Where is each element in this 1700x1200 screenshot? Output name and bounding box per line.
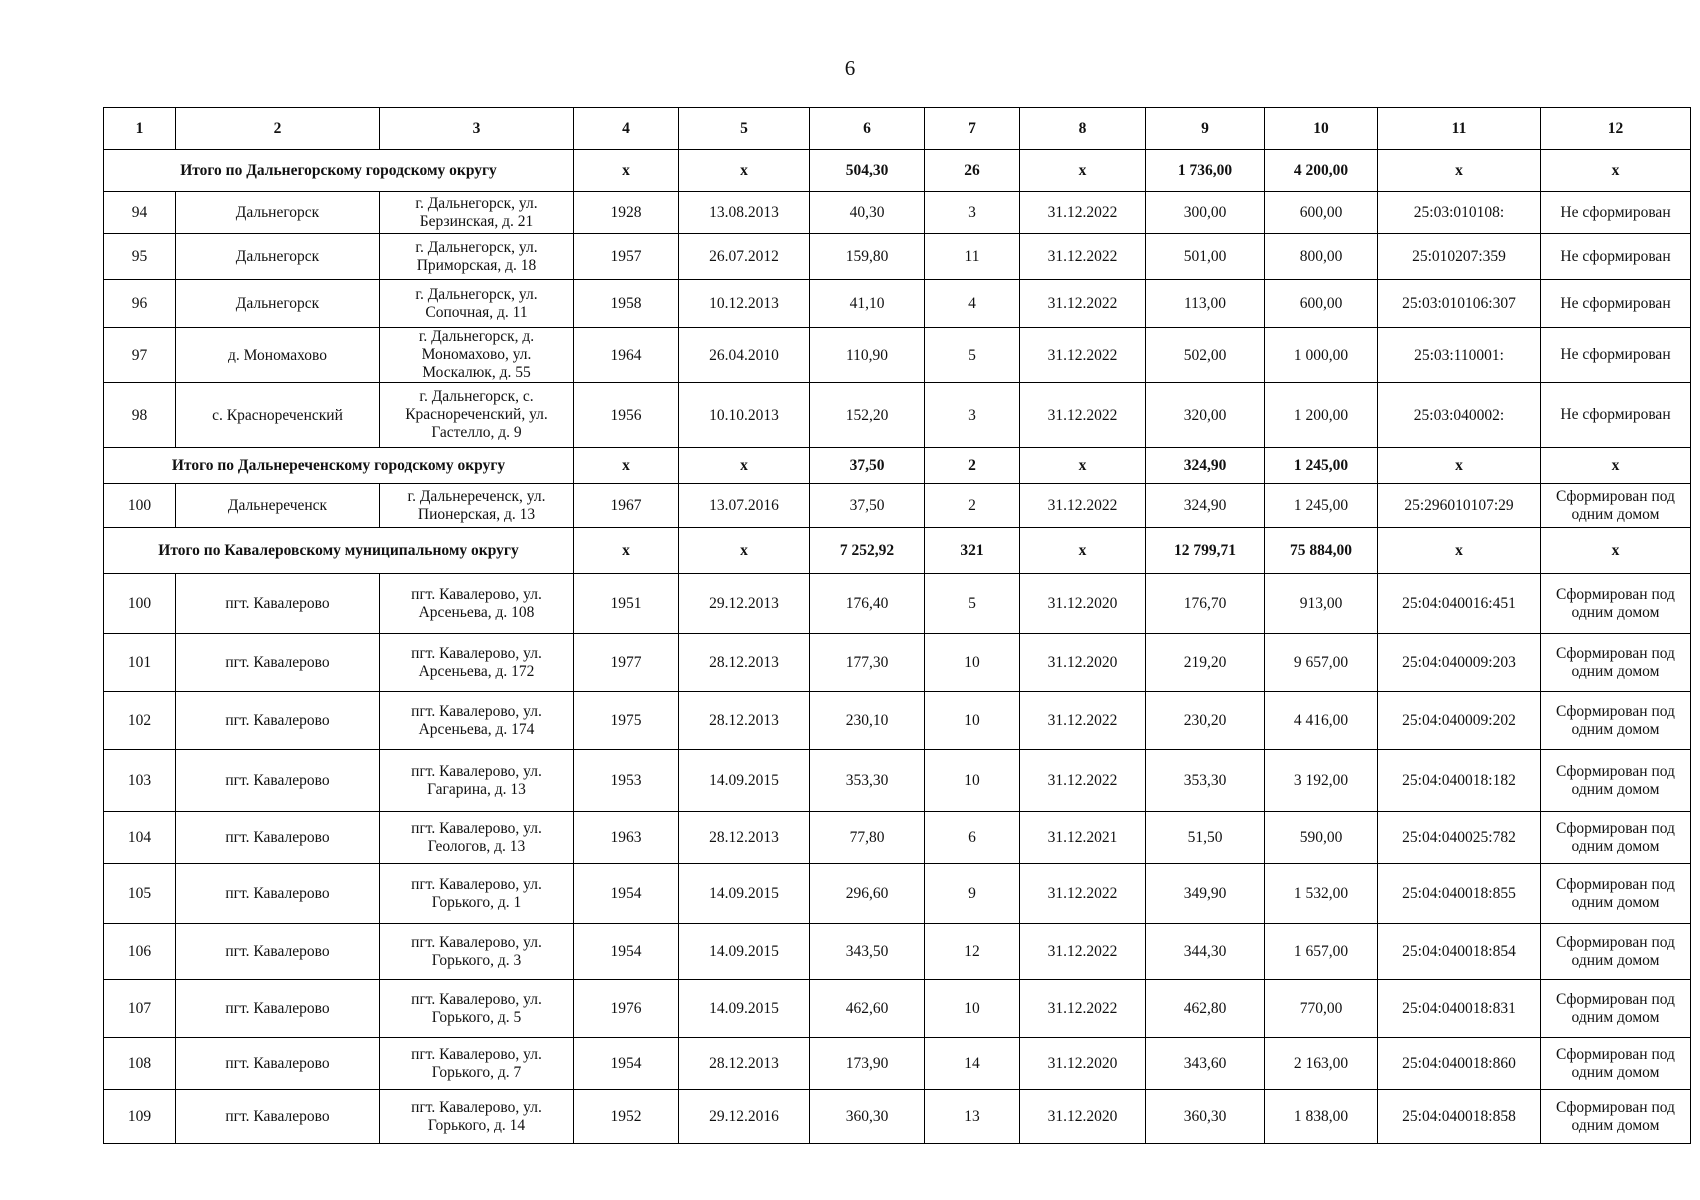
- row-number: 103: [104, 750, 176, 812]
- column-number: 11: [1378, 108, 1541, 150]
- value-col-9: 353,30: [1146, 750, 1265, 812]
- settlement-name: Дальнегорск: [176, 280, 380, 328]
- subtotal-row: [104, 150, 1691, 192]
- value-col-10: 913,00: [1265, 574, 1378, 634]
- building-address: пгт. Кавалерово, ул. Арсеньева, д. 174: [380, 692, 574, 750]
- recognition-date: 28.12.2013: [679, 1038, 810, 1090]
- residents-count: 9: [925, 864, 1020, 924]
- cadastral-number: 25:04:040018:860: [1378, 1038, 1541, 1090]
- subtotal-value: x: [1020, 448, 1146, 484]
- value-col-9: 320,00: [1146, 383, 1265, 448]
- column-number: 12: [1541, 108, 1691, 150]
- recognition-date: 14.09.2015: [679, 924, 810, 980]
- value-col-9: 176,70: [1146, 574, 1265, 634]
- settlement-name: пгт. Кавалерово: [176, 812, 380, 864]
- planned-date: 31.12.2022: [1020, 328, 1146, 383]
- building-address: пгт. Кавалерово, ул. Горького, д. 1: [380, 864, 574, 924]
- residents-count: 5: [925, 574, 1020, 634]
- land-plot-status: Сформирован под одним домом: [1541, 1038, 1691, 1090]
- value-col-9: 300,00: [1146, 192, 1265, 234]
- row-number: 100: [104, 484, 176, 528]
- column-number: 1: [104, 108, 176, 150]
- construction-year: 1956: [574, 383, 679, 448]
- construction-year: 1967: [574, 484, 679, 528]
- column-number: 7: [925, 108, 1020, 150]
- column-number: 3: [380, 108, 574, 150]
- value-col-9: 219,20: [1146, 634, 1265, 692]
- row-number: 94: [104, 192, 176, 234]
- row-number: 95: [104, 234, 176, 280]
- column-number: 8: [1020, 108, 1146, 150]
- value-col-10: 1 245,00: [1265, 484, 1378, 528]
- subtotal-value: x: [574, 448, 679, 484]
- housing-table: [103, 107, 1691, 1144]
- cadastral-number: 25:04:040018:855: [1378, 864, 1541, 924]
- recognition-date: 29.12.2016: [679, 1090, 810, 1144]
- settlement-name: д. Мономахово: [176, 328, 380, 383]
- planned-date: 31.12.2020: [1020, 574, 1146, 634]
- construction-year: 1957: [574, 234, 679, 280]
- recognition-date: 14.09.2015: [679, 980, 810, 1038]
- planned-date: 31.12.2022: [1020, 280, 1146, 328]
- value-col-9: 113,00: [1146, 280, 1265, 328]
- recognition-date: 13.07.2016: [679, 484, 810, 528]
- table-row: [104, 1038, 1691, 1090]
- building-address: г. Дальнегорск, ул. Приморская, д. 18: [380, 234, 574, 280]
- building-address: г. Дальнегорск, с. Краснореченский, ул. Гастелло, д. 9: [380, 383, 574, 448]
- residents-count: 3: [925, 383, 1020, 448]
- building-area: 41,10: [810, 280, 925, 328]
- page-number: 6: [844, 56, 856, 80]
- building-address: пгт. Кавалерово, ул. Горького, д. 14: [380, 1090, 574, 1144]
- land-plot-status: Сформирован под одним домом: [1541, 750, 1691, 812]
- subtotal-value: x: [1020, 150, 1146, 192]
- cadastral-number: 25:04:040018:854: [1378, 924, 1541, 980]
- subtotal-value: x: [574, 150, 679, 192]
- column-number: 6: [810, 108, 925, 150]
- value-col-9: 324,90: [1146, 484, 1265, 528]
- subtotal-value: x: [1020, 528, 1146, 574]
- construction-year: 1951: [574, 574, 679, 634]
- cadastral-number: 25:04:040009:203: [1378, 634, 1541, 692]
- table-row: [104, 484, 1691, 528]
- subtotal-value: 37,50: [810, 448, 925, 484]
- building-area: 37,50: [810, 484, 925, 528]
- row-number: 106: [104, 924, 176, 980]
- construction-year: 1975: [574, 692, 679, 750]
- column-number: 10: [1265, 108, 1378, 150]
- value-col-9: 360,30: [1146, 1090, 1265, 1144]
- settlement-name: пгт. Кавалерово: [176, 692, 380, 750]
- construction-year: 1928: [574, 192, 679, 234]
- land-plot-status: Сформирован под одним домом: [1541, 692, 1691, 750]
- subtotal-value: x: [1378, 150, 1541, 192]
- value-col-9: 501,00: [1146, 234, 1265, 280]
- residents-count: 10: [925, 750, 1020, 812]
- settlement-name: пгт. Кавалерово: [176, 980, 380, 1038]
- cadastral-number: 25:296010107:29: [1378, 484, 1541, 528]
- building-address: г. Дальнегорск, д. Мономахово, ул. Москалюк, д. 55: [380, 328, 574, 383]
- building-address: г. Дальнереченск, ул. Пионерская, д. 13: [380, 484, 574, 528]
- value-col-10: 770,00: [1265, 980, 1378, 1038]
- construction-year: 1976: [574, 980, 679, 1038]
- subtotal-value: 324,90: [1146, 448, 1265, 484]
- row-number: 97: [104, 328, 176, 383]
- value-col-9: 349,90: [1146, 864, 1265, 924]
- construction-year: 1952: [574, 1090, 679, 1144]
- building-area: 230,10: [810, 692, 925, 750]
- building-address: пгт. Кавалерово, ул. Арсеньева, д. 172: [380, 634, 574, 692]
- building-area: 110,90: [810, 328, 925, 383]
- value-col-9: 230,20: [1146, 692, 1265, 750]
- building-area: 40,30: [810, 192, 925, 234]
- row-number: 109: [104, 1090, 176, 1144]
- settlement-name: Дальнереченск: [176, 484, 380, 528]
- planned-date: 31.12.2022: [1020, 692, 1146, 750]
- value-col-10: 9 657,00: [1265, 634, 1378, 692]
- planned-date: 31.12.2022: [1020, 192, 1146, 234]
- subtotal-row: [104, 528, 1691, 574]
- land-plot-status: Не сформирован: [1541, 192, 1691, 234]
- value-col-10: 1 657,00: [1265, 924, 1378, 980]
- recognition-date: 29.12.2013: [679, 574, 810, 634]
- table-row: [104, 383, 1691, 448]
- building-area: 296,60: [810, 864, 925, 924]
- residents-count: 12: [925, 924, 1020, 980]
- land-plot-status: Не сформирован: [1541, 383, 1691, 448]
- planned-date: 31.12.2020: [1020, 634, 1146, 692]
- row-number: 98: [104, 383, 176, 448]
- subtotal-value: x: [1541, 150, 1691, 192]
- building-area: 353,30: [810, 750, 925, 812]
- value-col-10: 590,00: [1265, 812, 1378, 864]
- subtotal-value: x: [679, 150, 810, 192]
- construction-year: 1954: [574, 864, 679, 924]
- table-row: [104, 980, 1691, 1038]
- residents-count: 10: [925, 692, 1020, 750]
- recognition-date: 28.12.2013: [679, 692, 810, 750]
- residents-count: 5: [925, 328, 1020, 383]
- land-plot-status: Не сформирован: [1541, 280, 1691, 328]
- subtotal-value: 504,30: [810, 150, 925, 192]
- land-plot-status: Сформирован под одним домом: [1541, 574, 1691, 634]
- row-number: 107: [104, 980, 176, 1038]
- subtotal-value: 26: [925, 150, 1020, 192]
- subtotal-label: Итого по Дальнереченскому городскому округу: [104, 448, 574, 484]
- settlement-name: Дальнегорск: [176, 234, 380, 280]
- table-row: [104, 692, 1691, 750]
- settlement-name: пгт. Кавалерово: [176, 574, 380, 634]
- building-area: 177,30: [810, 634, 925, 692]
- planned-date: 31.12.2022: [1020, 980, 1146, 1038]
- cadastral-number: 25:04:040018:831: [1378, 980, 1541, 1038]
- column-number: 2: [176, 108, 380, 150]
- cadastral-number: 25:04:040018:182: [1378, 750, 1541, 812]
- construction-year: 1963: [574, 812, 679, 864]
- planned-date: 31.12.2021: [1020, 812, 1146, 864]
- table-row: [104, 574, 1691, 634]
- table-row: [104, 234, 1691, 280]
- cadastral-number: 25:04:040009:202: [1378, 692, 1541, 750]
- row-number: 102: [104, 692, 176, 750]
- table-row: [104, 280, 1691, 328]
- settlement-name: пгт. Кавалерово: [176, 1090, 380, 1144]
- land-plot-status: Сформирован под одним домом: [1541, 484, 1691, 528]
- value-col-9: 343,60: [1146, 1038, 1265, 1090]
- planned-date: 31.12.2022: [1020, 864, 1146, 924]
- subtotal-value: x: [1541, 528, 1691, 574]
- planned-date: 31.12.2022: [1020, 234, 1146, 280]
- settlement-name: пгт. Кавалерово: [176, 634, 380, 692]
- subtotal-label: Итого по Дальнегорскому городскому округу: [104, 150, 574, 192]
- table-row: [104, 924, 1691, 980]
- value-col-10: 4 416,00: [1265, 692, 1378, 750]
- planned-date: 31.12.2022: [1020, 383, 1146, 448]
- construction-year: 1954: [574, 924, 679, 980]
- construction-year: 1958: [574, 280, 679, 328]
- building-address: пгт. Кавалерово, ул. Гагарина, д. 13: [380, 750, 574, 812]
- cadastral-number: 25:04:040018:858: [1378, 1090, 1541, 1144]
- row-number: 105: [104, 864, 176, 924]
- value-col-10: 800,00: [1265, 234, 1378, 280]
- land-plot-status: Сформирован под одним домом: [1541, 812, 1691, 864]
- settlement-name: пгт. Кавалерово: [176, 924, 380, 980]
- subtotal-label: Итого по Кавалеровскому муниципальному округу: [104, 528, 574, 574]
- value-col-10: 1 838,00: [1265, 1090, 1378, 1144]
- subtotal-value: x: [1378, 528, 1541, 574]
- settlement-name: пгт. Кавалерово: [176, 750, 380, 812]
- value-col-9: 51,50: [1146, 812, 1265, 864]
- residents-count: 4: [925, 280, 1020, 328]
- planned-date: 31.12.2022: [1020, 750, 1146, 812]
- row-number: 104: [104, 812, 176, 864]
- row-number: 100: [104, 574, 176, 634]
- value-col-10: 3 192,00: [1265, 750, 1378, 812]
- land-plot-status: Сформирован под одним домом: [1541, 864, 1691, 924]
- construction-year: 1954: [574, 1038, 679, 1090]
- table-row: [104, 812, 1691, 864]
- building-address: г. Дальнегорск, ул. Берзинская, д. 21: [380, 192, 574, 234]
- cadastral-number: 25:04:040016:451: [1378, 574, 1541, 634]
- building-address: пгт. Кавалерово, ул. Геологов, д. 13: [380, 812, 574, 864]
- table-row: [104, 864, 1691, 924]
- cadastral-number: 25:03:110001:: [1378, 328, 1541, 383]
- value-col-10: 600,00: [1265, 280, 1378, 328]
- planned-date: 31.12.2022: [1020, 484, 1146, 528]
- subtotal-value: 7 252,92: [810, 528, 925, 574]
- recognition-date: 13.08.2013: [679, 192, 810, 234]
- value-col-10: 600,00: [1265, 192, 1378, 234]
- recognition-date: 26.04.2010: [679, 328, 810, 383]
- land-plot-status: Сформирован под одним домом: [1541, 634, 1691, 692]
- land-plot-status: Сформирован под одним домом: [1541, 980, 1691, 1038]
- recognition-date: 28.12.2013: [679, 634, 810, 692]
- recognition-date: 28.12.2013: [679, 812, 810, 864]
- building-area: 176,40: [810, 574, 925, 634]
- building-area: 173,90: [810, 1038, 925, 1090]
- value-col-10: 1 532,00: [1265, 864, 1378, 924]
- cadastral-number: 25:03:040002:: [1378, 383, 1541, 448]
- subtotal-row: [104, 448, 1691, 484]
- land-plot-status: Не сформирован: [1541, 234, 1691, 280]
- value-col-10: 1 200,00: [1265, 383, 1378, 448]
- construction-year: 1953: [574, 750, 679, 812]
- building-address: пгт. Кавалерово, ул. Горького, д. 5: [380, 980, 574, 1038]
- row-number: 96: [104, 280, 176, 328]
- value-col-9: 344,30: [1146, 924, 1265, 980]
- residents-count: 2: [925, 484, 1020, 528]
- residents-count: 10: [925, 634, 1020, 692]
- settlement-name: пгт. Кавалерово: [176, 1038, 380, 1090]
- value-col-9: 502,00: [1146, 328, 1265, 383]
- planned-date: 31.12.2022: [1020, 924, 1146, 980]
- table-row: [104, 750, 1691, 812]
- cadastral-number: 25:03:010108:: [1378, 192, 1541, 234]
- column-number-row: [104, 108, 1691, 150]
- land-plot-status: Не сформирован: [1541, 328, 1691, 383]
- building-area: 360,30: [810, 1090, 925, 1144]
- row-number: 101: [104, 634, 176, 692]
- residents-count: 10: [925, 980, 1020, 1038]
- subtotal-value: x: [1541, 448, 1691, 484]
- building-address: пгт. Кавалерово, ул. Арсеньева, д. 108: [380, 574, 574, 634]
- table-row: [104, 328, 1691, 383]
- subtotal-value: 2: [925, 448, 1020, 484]
- residents-count: 3: [925, 192, 1020, 234]
- column-number: 4: [574, 108, 679, 150]
- land-plot-status: Сформирован под одним домом: [1541, 924, 1691, 980]
- subtotal-value: 12 799,71: [1146, 528, 1265, 574]
- building-area: 462,60: [810, 980, 925, 1038]
- residents-count: 6: [925, 812, 1020, 864]
- subtotal-value: x: [679, 448, 810, 484]
- recognition-date: 10.10.2013: [679, 383, 810, 448]
- table-row: [104, 634, 1691, 692]
- building-address: пгт. Кавалерово, ул. Горького, д. 7: [380, 1038, 574, 1090]
- subtotal-value: x: [574, 528, 679, 574]
- subtotal-value: 75 884,00: [1265, 528, 1378, 574]
- building-area: 159,80: [810, 234, 925, 280]
- building-address: пгт. Кавалерово, ул. Горького, д. 3: [380, 924, 574, 980]
- subtotal-value: 321: [925, 528, 1020, 574]
- table-body: [104, 108, 1691, 1144]
- value-col-9: 462,80: [1146, 980, 1265, 1038]
- building-area: 152,20: [810, 383, 925, 448]
- recognition-date: 14.09.2015: [679, 864, 810, 924]
- construction-year: 1977: [574, 634, 679, 692]
- planned-date: 31.12.2020: [1020, 1090, 1146, 1144]
- building-address: г. Дальнегорск, ул. Сопочная, д. 11: [380, 280, 574, 328]
- value-col-10: 1 000,00: [1265, 328, 1378, 383]
- subtotal-value: x: [1378, 448, 1541, 484]
- column-number: 5: [679, 108, 810, 150]
- subtotal-value: 1 245,00: [1265, 448, 1378, 484]
- residents-count: 13: [925, 1090, 1020, 1144]
- cadastral-number: 25:010207:359: [1378, 234, 1541, 280]
- construction-year: 1964: [574, 328, 679, 383]
- subtotal-value: 4 200,00: [1265, 150, 1378, 192]
- recognition-date: 14.09.2015: [679, 750, 810, 812]
- value-col-10: 2 163,00: [1265, 1038, 1378, 1090]
- column-number: 9: [1146, 108, 1265, 150]
- subtotal-value: x: [679, 528, 810, 574]
- settlement-name: Дальнегорск: [176, 192, 380, 234]
- settlement-name: с. Краснореченский: [176, 383, 380, 448]
- planned-date: 31.12.2020: [1020, 1038, 1146, 1090]
- table-row: [104, 192, 1691, 234]
- cadastral-number: 25:04:040025:782: [1378, 812, 1541, 864]
- recognition-date: 10.12.2013: [679, 280, 810, 328]
- cadastral-number: 25:03:010106:307: [1378, 280, 1541, 328]
- building-area: 77,80: [810, 812, 925, 864]
- subtotal-value: 1 736,00: [1146, 150, 1265, 192]
- row-number: 108: [104, 1038, 176, 1090]
- residents-count: 11: [925, 234, 1020, 280]
- building-area: 343,50: [810, 924, 925, 980]
- table-row: [104, 1090, 1691, 1144]
- recognition-date: 26.07.2012: [679, 234, 810, 280]
- settlement-name: пгт. Кавалерово: [176, 864, 380, 924]
- residents-count: 14: [925, 1038, 1020, 1090]
- land-plot-status: Сформирован под одним домом: [1541, 1090, 1691, 1144]
